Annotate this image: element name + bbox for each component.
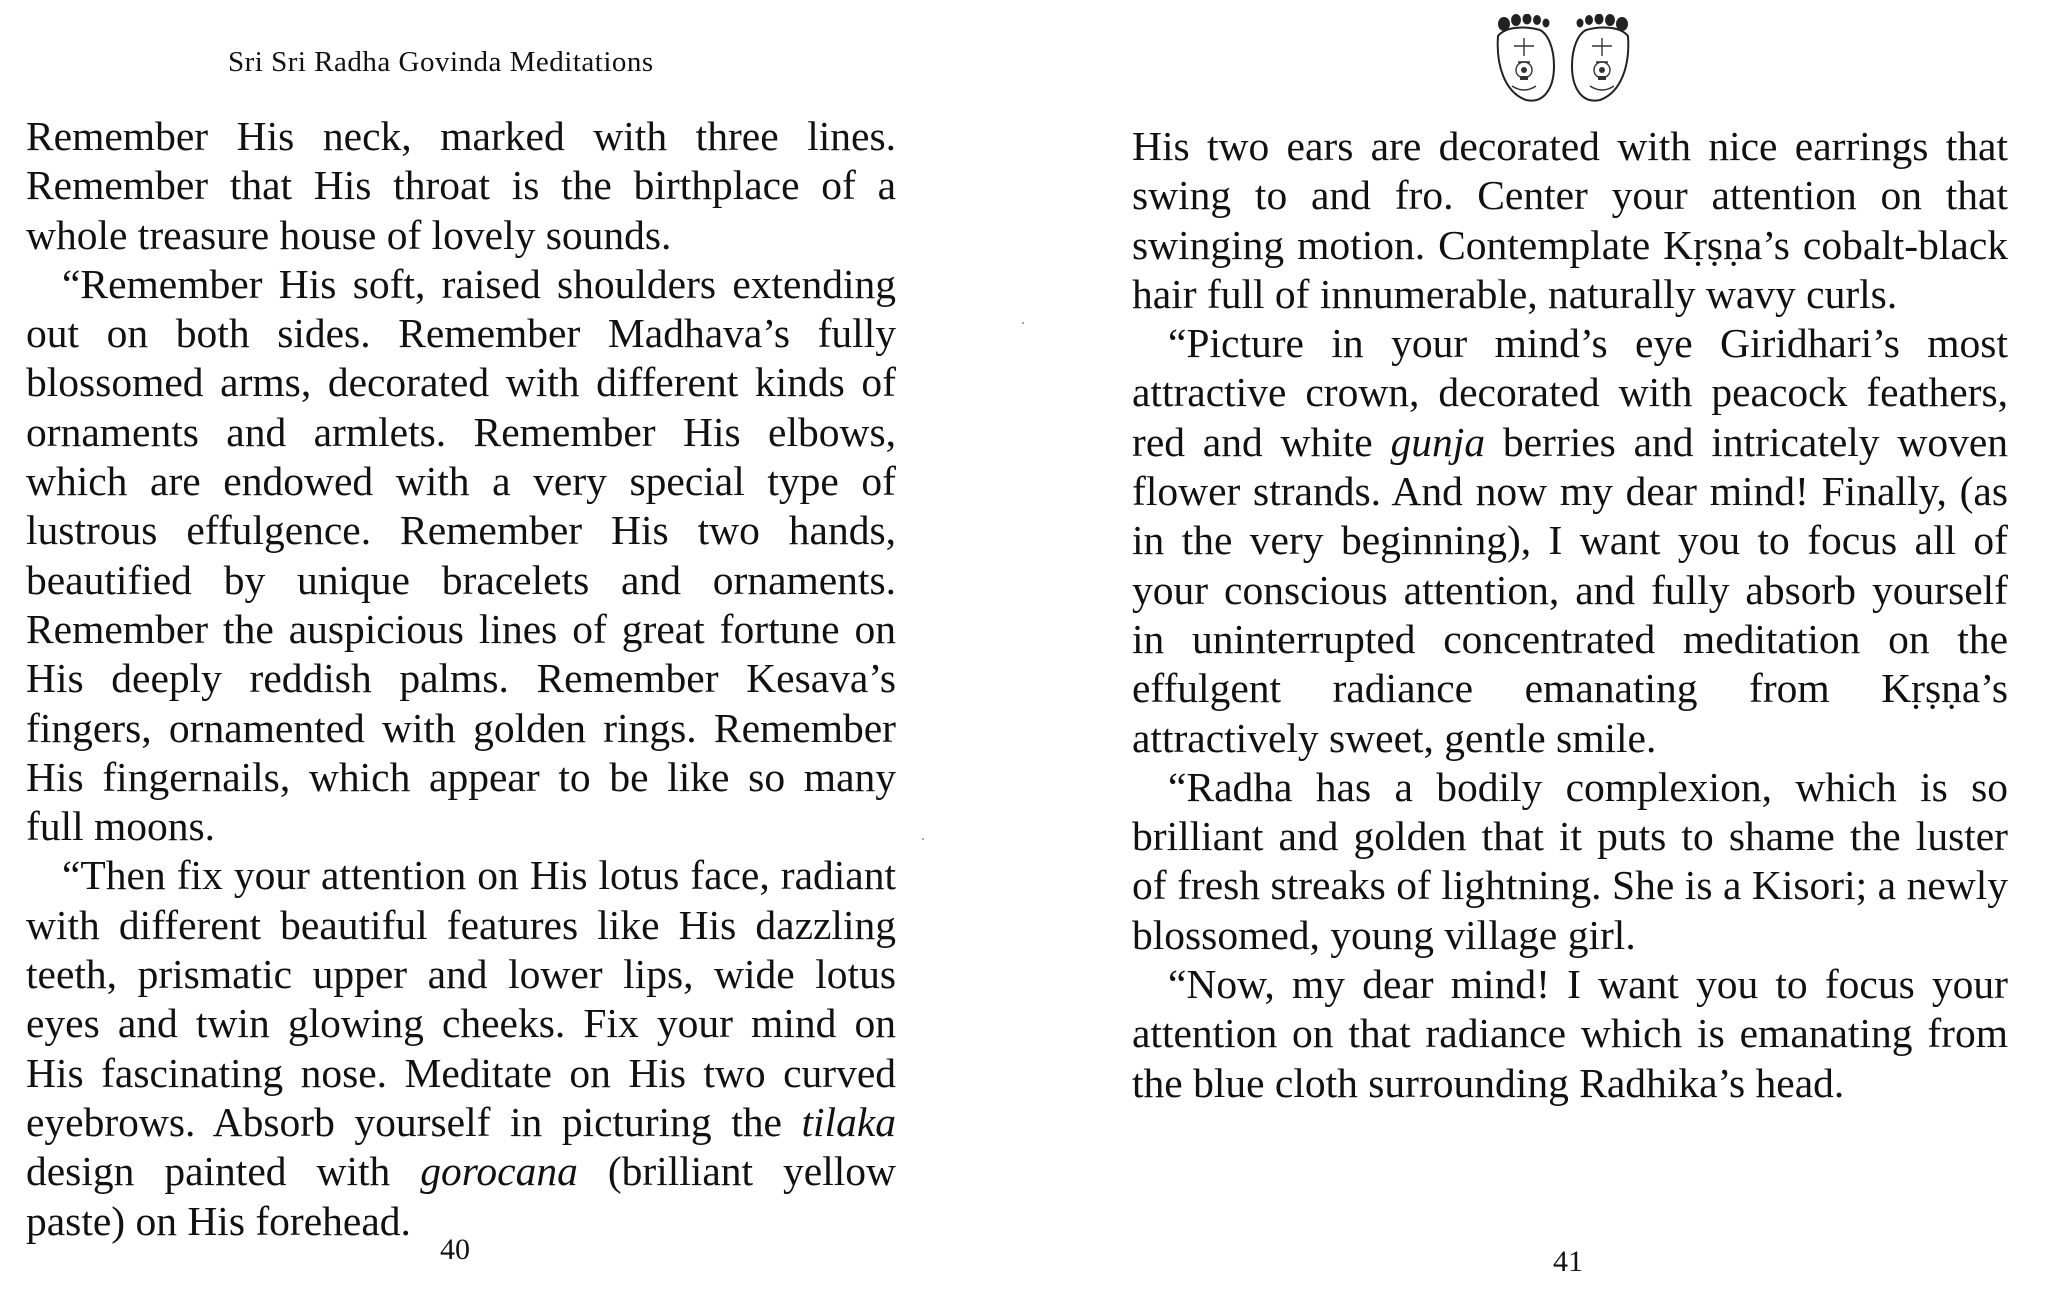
page-number: 40 xyxy=(440,1233,470,1266)
left-body-text xyxy=(26,112,896,1246)
italic-term: gunja xyxy=(1390,418,1486,465)
left-page xyxy=(0,0,1000,1295)
scan-speck xyxy=(1022,322,1024,324)
paragraph: “Now, my dear mind! I want you to focus your attention on that radiance which is emanating from the blue cloth surrounding Radhika’s head. xyxy=(1132,961,2008,1106)
right-body-text xyxy=(1132,122,2008,1108)
right-page xyxy=(1100,0,2048,1295)
paragraph: “Then fix your attention on His lotus face, radiant with different beautiful features like His dazzling teeth, prismatic upper and lower lips, wide lotus eyes and twin glowing cheeks. Fix your mind on His fascinating nose. Meditate on His two curved eyebrows. Absorb yourself in picturing the tilaka design painted with gorocana (brilliant yellow paste) on His forehead. xyxy=(26,852,896,1244)
page-number: 41 xyxy=(1553,1245,1583,1278)
running-head: Sri Sri Radha Govinda Meditations xyxy=(228,46,654,78)
scan-speck xyxy=(922,838,924,840)
lotus-feet-icon xyxy=(1478,14,1648,106)
paragraph: “Radha has a bodily complexion, which is so brilliant and golden that it puts to shame the luster of fresh streaks of lightning. She is a Kisori; a newly blossomed, young village girl. xyxy=(1132,763,2008,958)
paragraph: Remember His neck, marked with three lines. Remember that His throat is the birthplace of a whole treasure house of lovely sounds. xyxy=(26,113,896,258)
paragraph: His two ears are decorated with nice earrings that swing to and fro. Center your attention on that swinging motion. Contemplate Kṛṣṇa’s cobalt-black hair full of innumerable, naturally wavy curls. xyxy=(1132,123,2008,317)
italic-term: tilaka xyxy=(801,1098,896,1145)
paragraph: “Remember His soft, raised shoulders extending out on both sides. Remember Madhava’s fully blossomed arms, decorated with different kinds of ornaments and armlets. Remember His elbows, which are endowed with a very special type of lustrous effulgence. Remember His two hands, beautified by unique bracelets and ornaments. Remember the auspicious lines of great fortune on His deeply reddish palms. Remember Kesava’s fingers, ornamented with golden rings. Remember His fingernails, which appear to be like so many full moons. xyxy=(26,260,896,850)
paragraph: “Picture in your mind’s eye Giridhari’s most attractive crown, decorated with peacock feathers, red and white gunja berries and intricately woven flower strands. And now my dear mind! Finally, (as in the very beginning), I want you to focus all of your conscious attention, and fully absorb yourself in uninterrupted concentrated meditation on the effulgent radiance emanating from Kṛṣṇa’s attractively sweet, gentle smile. xyxy=(1132,320,2009,761)
italic-term: gorocana xyxy=(420,1148,578,1195)
